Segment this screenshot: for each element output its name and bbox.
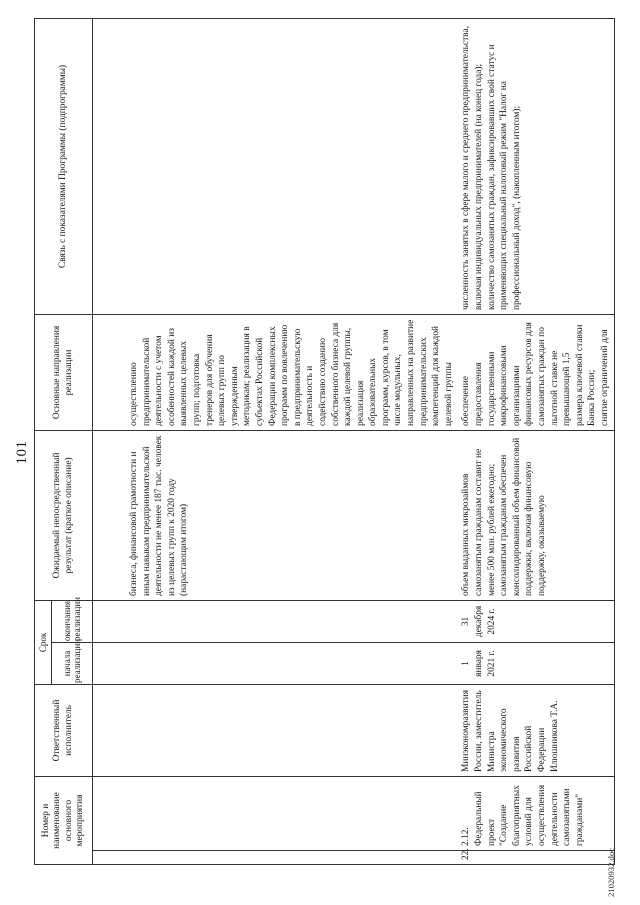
row-directions-text-a: осуществлению предпринимательской деятельности с учетом особенностей каждой из выявленных целевых групп; подготовка тренеров для обучения целевых групп по утвержденным методикам; реализация в субъектах Российской Федерации комплексных программ по вовлечению в предпринимательскую деятельность и содействию созданию собственного бизнеса для каждой целевой группы, [129,322,354,426]
row-executor [93,684,458,776]
row-end: 31 декабря 2024 г. [457,600,614,642]
header-term-end: окончания реализации [52,600,93,642]
row-directions-text-b: снятие ограничений для [599,329,610,426]
header-result: Ожидаемый непосредственный результат (краткое описание) [35,430,93,600]
row-result: объем выданных микрозаймов самозанятым гражданам составит не менее 500 млн. рублей ежегодно; самозанятым гражданам обеспечен консолидированный объем финансовой поддержки, включая финансовую поддержку, оказываемую [457,430,614,600]
row-start: 1 января 2021 г. [457,642,614,684]
row-directions-text-a: обеспечение предоставления государственными микрофинансовыми организациями финансовых ресурсов для самозанятых граждан по льготной ставке не превышающей 1,5 размера ключевой ставки Банка России; [461,322,598,426]
row-name [93,776,458,850]
row-result-text: бизнеса, финансовой грамотности и иным навыкам предпринимательской деятельности не менее 187 тыс. человек из целевых групп к 2020 году (нарастающим итогом) [129,435,190,596]
table-row [93,18,458,864]
row-indicators [93,18,458,314]
file-name: 21020932.doc [606,848,616,897]
header-name: Номер и наименование основного мероприятия [35,776,93,864]
row-end [93,600,458,642]
header-executor: Ответственный исполнитель [35,684,93,776]
header-term: Срок [35,600,52,684]
row-directions [93,314,458,430]
row-indicators: численность занятых в сфере малого и среднего предпринимательства, включая индивидуальных предпринимателей (на конец года); количество самозанятых граждан, зафиксировавших свой статус и применяющих специальный налоговый режим "Налог на профессиональный доход", (накопленным итогом); [457,18,614,314]
table-row [457,18,614,864]
page-number: 101 [14,440,30,465]
header-term-start: начала реализации [52,642,93,684]
measures-table [34,18,615,865]
row-executor: Минэкономразвития России, заместитель Министра экономического развития Российской Федерации Илюшникова Т.А. [457,684,614,776]
row-number [93,851,458,865]
header-directions: Основные направления реализации [35,314,93,430]
row-result [93,430,458,600]
row-directions [457,314,614,430]
row-number: 22. [457,851,614,865]
header-indicators: Связь с показателями Программы (подпрограммы) [35,18,93,314]
row-name: 2.12. Федеральный проект "Создание благоприятных условий для осуществления деятельности самозанятыми гражданами" [457,776,614,850]
row-directions-text-b: реализация образовательных программ, курсов, в том числе модульных, направленных на развитие предпринимательских компетенций для каждой целевой группы [355,319,454,426]
row-start [93,642,458,684]
